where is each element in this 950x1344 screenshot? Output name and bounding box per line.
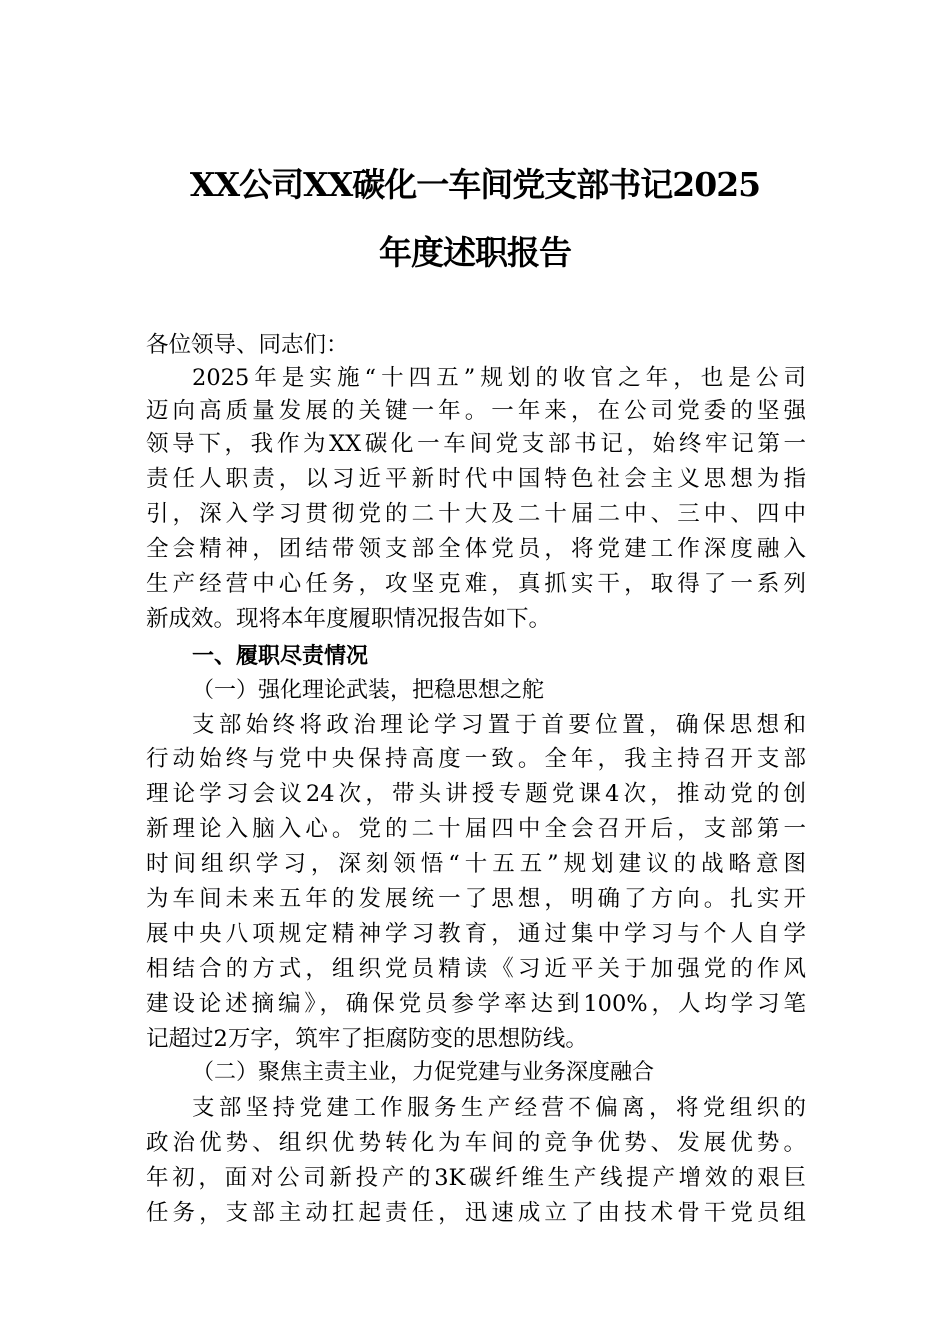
paragraph-line: 相结合的方式，组织党员精读《习近平关于加强党的作风	[146, 956, 806, 982]
paragraph-line: 政治优势、组织优势转化为车间的竞争优势、发展优势。	[146, 1130, 806, 1156]
paragraph-line: 时间组织学习，深刻领悟“十五五”规划建议的战略意图	[146, 851, 806, 877]
subsection-heading: （一）强化理论武装，把稳思想之舵	[192, 678, 545, 703]
paragraph-line: 支部坚持党建工作服务生产经营不偏离，将党组织的	[192, 1095, 806, 1121]
document-title-line-1: XX公司XX碳化一车间党支部书记2025	[189, 165, 761, 204]
paragraph-line: 引，深入学习贯彻党的二十大及二十届二中、三中、四中	[146, 501, 806, 527]
paragraph-line: 迈向高质量发展的关键一年。一年来，在公司党委的坚强	[146, 398, 806, 424]
paragraph-line: 任务，支部主动扛起责任，迅速成立了由技术骨干党员组	[146, 1200, 806, 1226]
paragraph-line: 支部始终将政治理论学习置于首要位置，确保思想和	[192, 712, 806, 738]
section-heading: 一、履职尽责情况	[192, 644, 369, 669]
salutation: 各位领导、同志们：	[146, 332, 349, 358]
paragraph-line: 行动始终与党中央保持高度一致。全年，我主持召开支部	[146, 746, 806, 772]
paragraph-line: 为车间未来五年的发展统一了思想，明确了方向。扎实开	[146, 886, 806, 912]
paragraph-line: 责任人职责，以习近平新时代中国特色社会主义思想为指	[146, 466, 806, 492]
paragraph-line: 生产经营中心任务，攻坚克难，真抓实干，取得了一系列	[146, 571, 806, 597]
paragraph-line: 2025年是实施“十四五”规划的收官之年，也是公司	[192, 365, 806, 391]
paragraph-line: 领导下，我作为XX碳化一车间党支部书记，始终牢记第一	[146, 431, 806, 457]
subsection-heading: （二）聚焦主责主业，力促党建与业务深度融合	[192, 1060, 655, 1085]
paragraph-line: 记超过2万字，筑牢了拒腐防变的思想防线。	[146, 1026, 588, 1052]
paragraph-line: 展中央八项规定精神学习教育，通过集中学习与个人自学	[146, 921, 806, 947]
paragraph-line: 年初，面对公司新投产的3K碳纤维生产线提产增效的艰巨	[146, 1165, 806, 1191]
paragraph-line: 新成效。现将本年度履职情况报告如下。	[146, 606, 552, 632]
paragraph-line: 全会精神，团结带领支部全体党员，将党建工作深度融入	[146, 536, 806, 562]
document-title-line-2: 年度述职报告	[379, 233, 571, 272]
paragraph-line: 建设论述摘编》，确保党员参学率达到100%，人均学习笔	[146, 991, 806, 1017]
paragraph-line: 新理论入脑入心。党的二十届四中全会召开后，支部第一	[146, 816, 806, 842]
paragraph-line: 理论学习会议24次，带头讲授专题党课4次，推动党的创	[146, 781, 806, 807]
